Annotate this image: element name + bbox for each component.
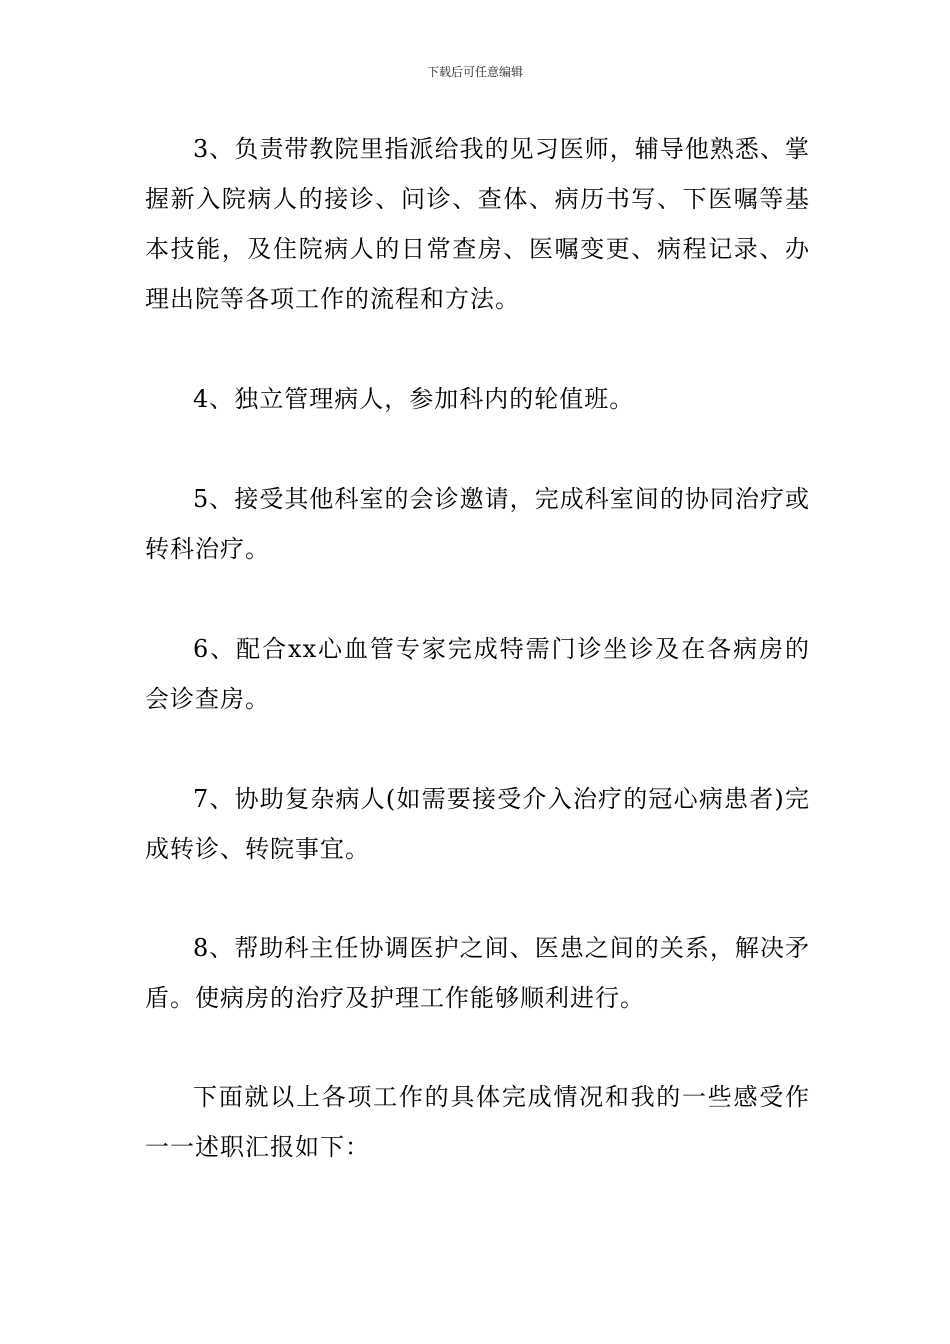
paragraph-item-5: 5、接受其他科室的会诊邀请，完成科室间的协同治疗或转科治疗。: [145, 485, 810, 563]
paragraph-item-7: 7、协助复杂病人(如需要接受介入治疗的冠心病患者)完成转诊、转院事宜。: [145, 785, 810, 863]
paragraph-summary: 下面就以上各项工作的具体完成情况和我的一些感受作一一述职汇报如下：: [145, 1083, 810, 1161]
paragraph-item-8: 8、帮助科主任协调医护之间、医患之间的关系，解决矛盾。使病房的治疗及护理工作能够顺利进行。: [145, 934, 810, 1012]
paragraph-item-4: 4、独立管理病人，参加科内的轮值班。: [193, 385, 635, 413]
paragraph-item-6: 6、配合xx心血管专家完成特需门诊坐诊及在各病房的会诊查房。: [145, 635, 810, 713]
header-note: 下载后可任意编辑: [426, 65, 523, 79]
paragraph-item-3: 3、负责带教院里指派给我的见习医师，辅导他熟悉、掌握新入院病人的接诊、问诊、查体、病历书写、下医嘱等基本技能，及住院病人的日常查房、医嘱变更、病程记录、办理出院等各项工作的流程和方法。: [145, 135, 810, 313]
